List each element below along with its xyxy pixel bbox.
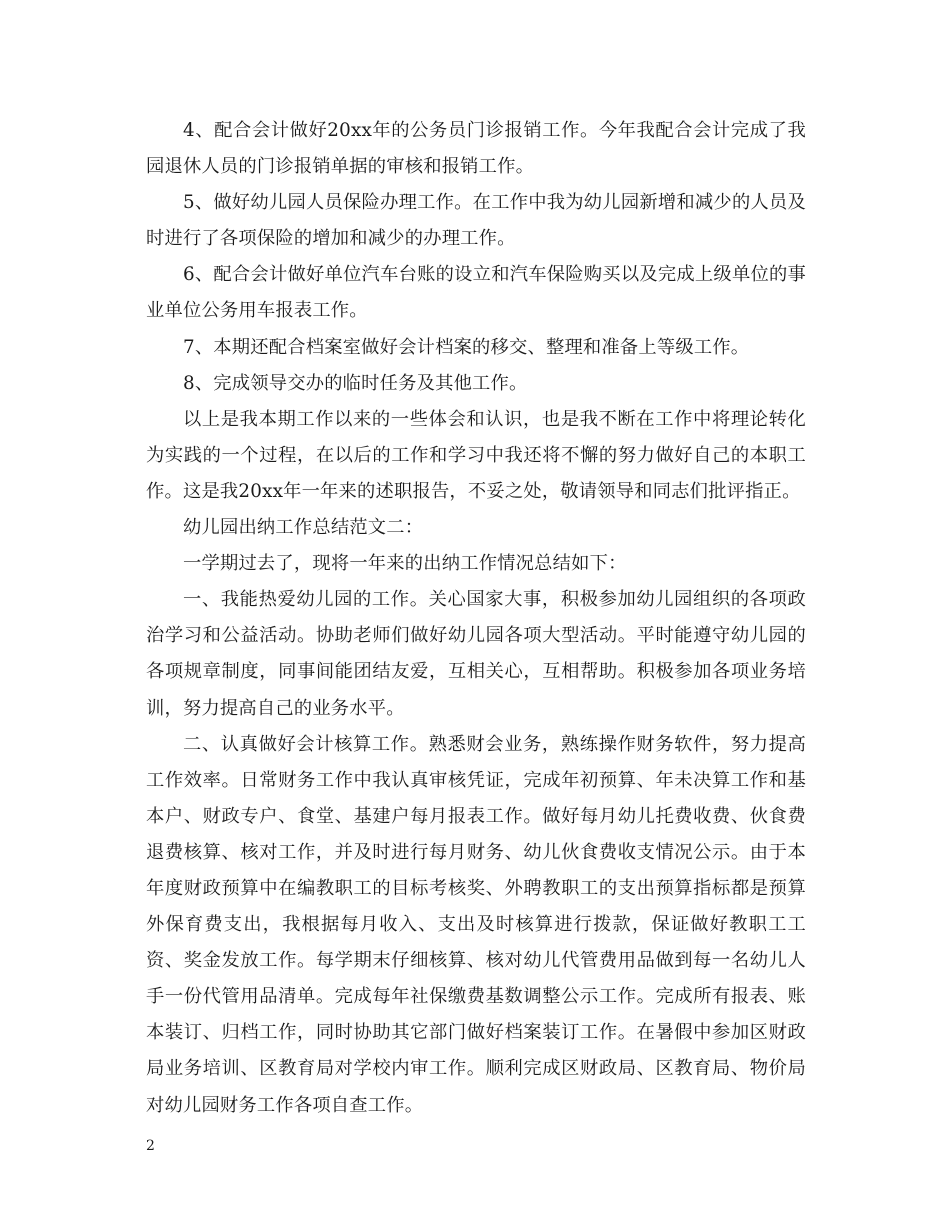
paragraph-item-5: 5、做好幼儿园人员保险办理工作。在工作中我为幼儿园新增和减少的人员及时进行了各项保险的增加和减少的办理工作。 — [146, 192, 806, 250]
paragraph-item-7: 7、本期还配合档案室做好会计档案的移交、整理和准备上等级工作。 — [183, 336, 750, 358]
paragraph-item-6: 6、配合会计做好单位汽车台账的设立和汽车保险购买以及完成上级单位的事业单位公务用车报表工作。 — [146, 264, 806, 322]
paragraph-item-4: 4、配合会计做好20xx年的公务员门诊报销工作。今年我配合会计完成了我园退休人员的门诊报销单据的审核和报销工作。 — [146, 120, 806, 178]
paragraph-point-2: 二、认真做好会计核算工作。熟悉财会业务，熟练操作财务软件，努力提高工作效率。日常财务工作中我认真审核凭证，完成年初预算、年未决算工作和基本户、财政专户、食堂、基建户每月报表工作。做好每月幼儿托费收费、伙食费退费核算、核对工作，并及时进行每月财务、幼儿伙食费收支情况公示。由于本年度财政预算中在编教职工的目标考核奖、外聘教职工的支出预算指标都是预算外保育费支出，我根据每月收入、支出及时核算进行拨款，保证做好教职工工资、奖金发放工作。每学期末仔细核算、核对幼儿代管费用品做到每一名幼儿人手一份代管用品清单。完成每年社保缴费基数调整公示工作。完成所有报表、账本装订、归档工作，同时协助其它部门做好档案装订工作。在暑假中参加区财政局业务培训、区教育局对学校内审工作。顺利完成区财政局、区教育局、物价局对幼儿园财务工作各项自查工作。 — [146, 733, 806, 1116]
section-heading: 幼儿园出纳工作总结范文二： — [183, 517, 424, 539]
paragraph-point-1: 一、我能热爱幼儿园的工作。关心国家大事，积极参加幼儿园组织的各项政治学习和公益活动。协助老师们做好幼儿园各项大型活动。平时能遵守幼儿园的各项规章制度，同事间能团结友爱，互相关心，互相帮助。积极参加各项业务培训，努力提高自己的业务水平。 — [146, 589, 806, 719]
paragraph-intro: 一学期过去了，现将一年来的出纳工作情况总结如下： — [183, 553, 627, 575]
body-text — [146, 113, 806, 1124]
paragraph-summary: 以上是我本期工作以来的一些体会和认识，也是我不断在工作中将理论转化为实践的一个过程，在以后的工作和学习中我还将不懈的努力做好自己的本职工作。这是我20xx年一年来的述职报告，不妥之处，敬请领导和同志们批评指正。 — [146, 408, 806, 502]
paragraph-item-8: 8、完成领导交办的临时任务及其他工作。 — [183, 372, 528, 394]
page-number: 2 — [146, 1138, 155, 1154]
